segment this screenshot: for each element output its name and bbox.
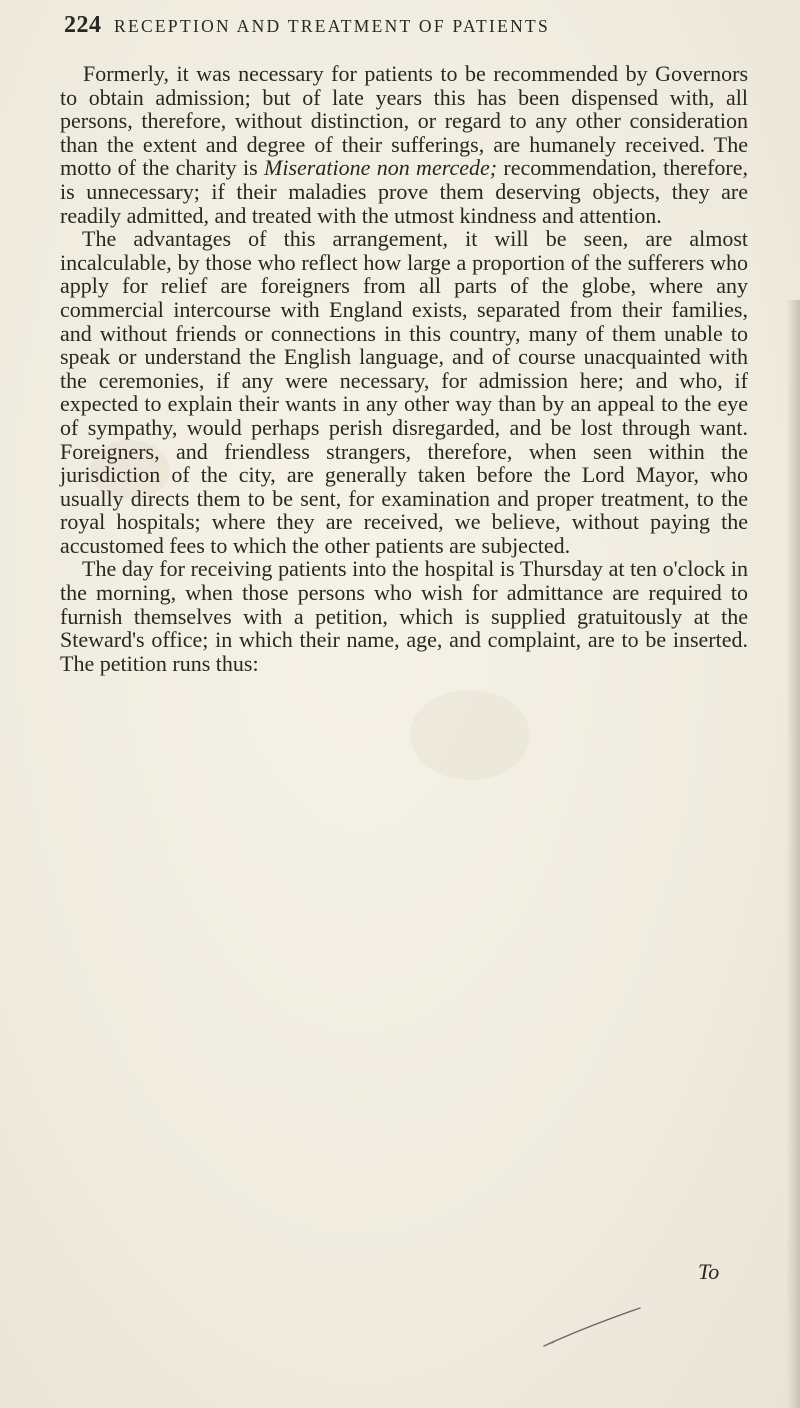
paragraph bbox=[60, 557, 748, 675]
paragraph bbox=[60, 62, 748, 227]
paper-stain bbox=[410, 690, 530, 780]
body-text bbox=[60, 62, 748, 675]
page-number: 224 bbox=[64, 12, 102, 38]
text-segment: Formerly, it was necessary for patients to be recommended by Governors to obtain admission; but of late years this has been dispensed with, all persons, therefore, without distinction, or regard to any other consideration than the extent and degree of their sufferings, are humanely received. The motto of the charity is bbox=[60, 61, 748, 181]
italic-motto: Miseratione non mercede; bbox=[264, 155, 498, 181]
text-segment: The advantages of this arrangement, it will be seen, are almost incalculable, by those who reflect how large a proportion of the sufferers who apply for relief are foreigners from all parts of the globe, where any commercial intercourse with England exists, separated from their families, and without friends or connections in this country, many of them unable to speak or understand the English language, and of course unacquainted with the ceremonies, if any were necessary, for admission here; and who, if expected to explain their wants in any other way than by an appeal to the eye of sympathy, would perhaps perish disregarded, and be lost through want. Foreigners, and friendless strangers, therefore, when seen within the jurisdiction of the city, are generally taken before the Lord Mayor, who usually directs them to be sent, for examination and proper treatment, to the royal hospitals; where they are received, we believe, without paying the accustomed fees to which the other patients are subjected. bbox=[60, 226, 748, 558]
text-segment: The day for receiving patients into the hospital is Thursday at ten o'clock in the morning, when those persons who wish for admittance are required to furnish themselves with a petition, which is supplied gratuitously at the Steward's office; in which their name, age, and complaint, are to be inserted. The petition runs thus: bbox=[60, 556, 748, 676]
page-edge-shadow bbox=[786, 300, 800, 1408]
running-head bbox=[64, 12, 744, 42]
catchword: To bbox=[698, 1259, 720, 1284]
text-segment: recommendation, therefore, is unnecessary; if their maladies prove them deserving objects, they are readily admitted, and treated with the utmost kindness and attention. bbox=[60, 155, 748, 228]
pen-mark bbox=[540, 1300, 680, 1360]
paragraph bbox=[60, 227, 748, 557]
running-title: RECEPTION AND TREATMENT OF PATIENTS bbox=[114, 16, 551, 36]
